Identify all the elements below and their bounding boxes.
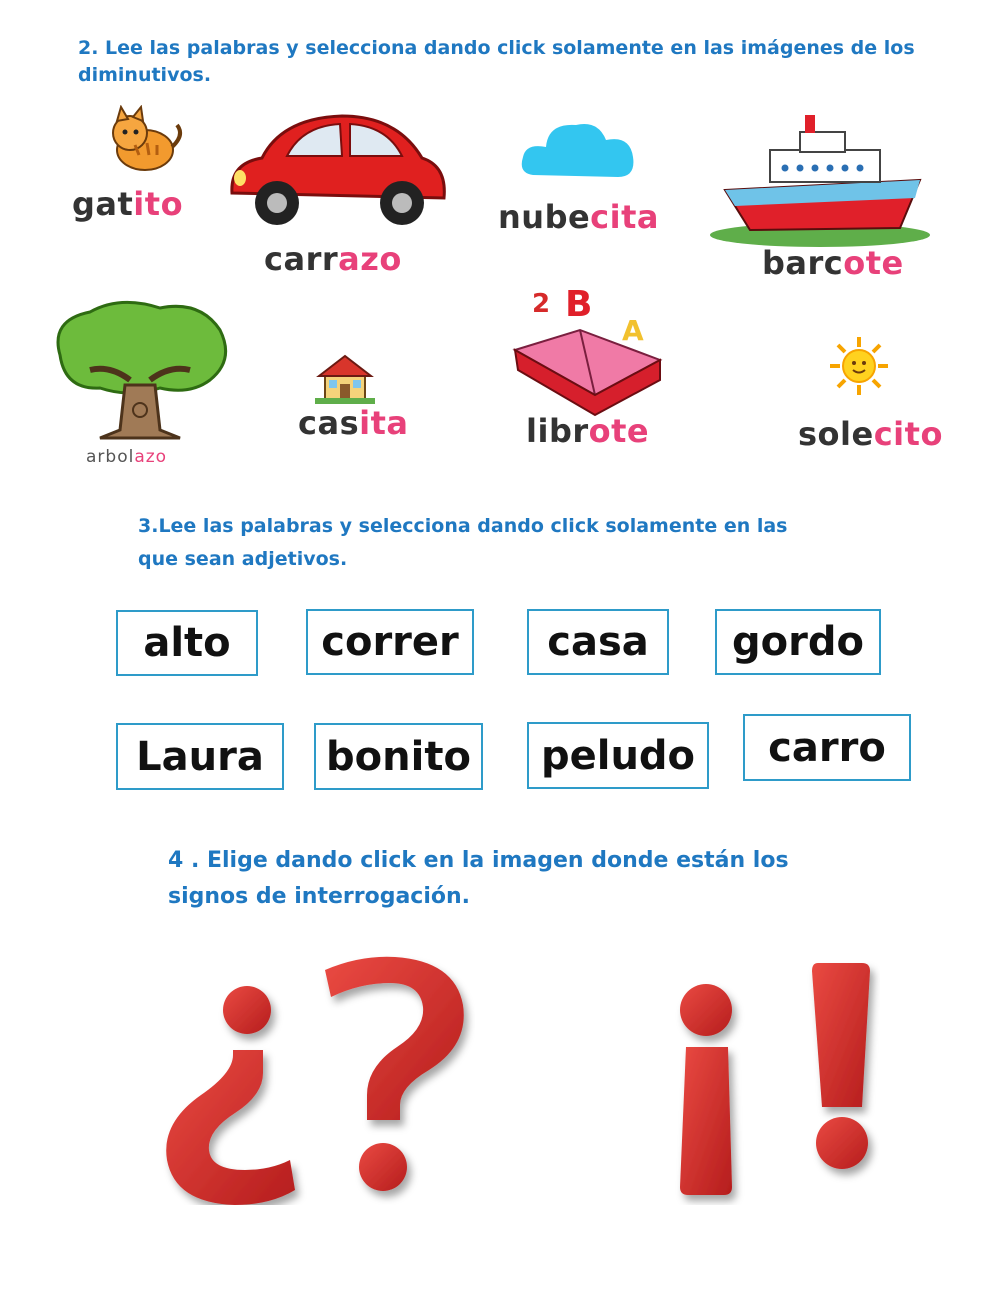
tile-librote[interactable] — [508, 280, 668, 460]
question-marks-icon — [135, 955, 475, 1205]
word-box-laura[interactable]: Laura — [116, 723, 284, 790]
word-box-peludo[interactable]: peludo — [527, 722, 709, 789]
book-icon — [510, 280, 665, 420]
word-nubecita: nubecita — [498, 198, 659, 236]
ship-icon — [710, 110, 930, 250]
tile-barcote[interactable] — [710, 110, 935, 290]
car-icon — [222, 108, 448, 233]
word-gatito: gatito — [72, 185, 184, 223]
exclamation-marks-option[interactable] — [670, 955, 880, 1205]
question-marks-option[interactable] — [135, 955, 475, 1205]
word-box-alto[interactable]: alto — [116, 610, 258, 676]
tile-casita[interactable] — [290, 350, 409, 445]
cloud-icon — [518, 115, 638, 185]
word-box-carro[interactable]: carro — [743, 714, 911, 781]
sun-icon — [828, 335, 890, 397]
cat-icon — [95, 105, 185, 175]
tree-icon — [50, 300, 230, 440]
svg-text:A: A — [622, 314, 644, 347]
section4-instruction-line2: signos de interrogación. — [168, 884, 471, 909]
section3-instruction-line1: 3.Lee las palabras y selecciona dando click solamente en las — [138, 515, 788, 537]
svg-text:B: B — [565, 284, 593, 325]
section2-instruction: 2. Lee las palabras y selecciona dando click solamente en las imágenes de los diminutivos. — [78, 37, 915, 86]
tile-gatito[interactable] — [60, 105, 190, 235]
exclamation-marks-icon — [670, 955, 880, 1205]
tile-carrazo[interactable] — [218, 100, 450, 285]
word-box-casa[interactable]: casa — [527, 609, 669, 675]
word-casita: casita — [298, 404, 409, 442]
tile-nubecita[interactable] — [488, 110, 663, 245]
tile-solecito[interactable] — [790, 335, 943, 460]
word-barcote: barcote — [762, 244, 904, 282]
word-solecito: solecito — [798, 415, 943, 453]
word-carrazo: carrazo — [264, 240, 402, 278]
word-box-bonito[interactable]: bonito — [314, 723, 483, 790]
svg-text:2: 2 — [532, 289, 551, 319]
word-box-gordo[interactable]: gordo — [715, 609, 881, 675]
section3-instruction-line2: que sean adjetivos. — [138, 548, 348, 570]
word-box-correr[interactable]: correr — [306, 609, 474, 675]
section4-instruction-line1: 4 . Elige dando click en la imagen donde están los — [168, 848, 789, 873]
house-icon — [315, 352, 375, 404]
word-arbolazo: arbolazo — [86, 447, 168, 467]
section4-instruction — [168, 843, 868, 915]
word-librote: librote — [526, 412, 650, 450]
tile-arbolazo[interactable] — [48, 300, 233, 470]
section3-instruction — [138, 510, 898, 576]
